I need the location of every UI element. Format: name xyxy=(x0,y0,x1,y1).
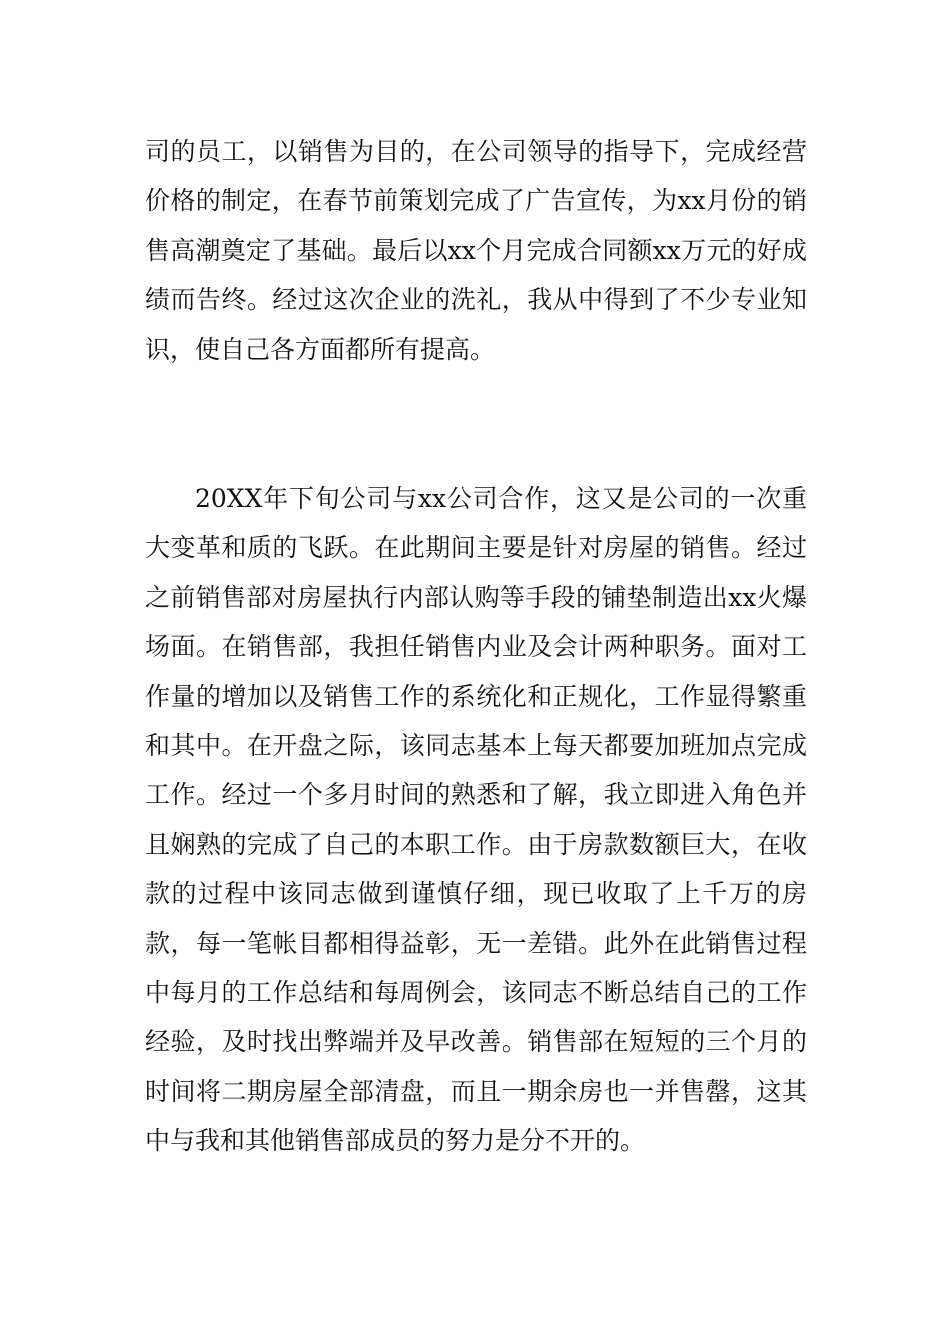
paragraph-1: 司的员工，以销售为目的，在公司领导的指导下，完成经营价格的制定，在春节前策划完成了广告宣传，为xx月份的销售高潮奠定了基础。最后以xx个月完成合同额xx万元的好成绩而告终。经过这次企业的洗礼，我从中得到了不少专业知识，使自己各方面都所有提高。 xyxy=(145,137,807,364)
paragraph-2: 20XX年下旬公司与xx公司合作，这又是公司的一次重大变革和质的飞跃。在此期间主要是针对房屋的销售。经过之前销售部对房屋执行内部认购等手段的铺垫制造出xx火爆场面。在销售部，我担任销售内业及会计两种职务。面对工作量的增加以及销售工作的系统化和正规化，工作显得繁重和其中。在开盘之际，该同志基本上每天都要加班加点完成工作。经过一个多月时间的熟悉和了解，我立即进入角色并且娴熟的完成了自己的本职工作。由于房款数额巨大，在收款的过程中该同志做到谨慎仔细，现已收取了上千万的房款，每一笔帐目都相得益彰，无一差错。此外在此销售过程中每月的工作总结和每周例会，该同志不断总结自己的工作经验，及时找出弊端并及早改善。销售部在短短的三个月的时间将二期房屋全部清盘，而且一期余房也一并售罄，这其中与我和其他销售部成员的努力是分不开的。 xyxy=(145,484,807,1156)
